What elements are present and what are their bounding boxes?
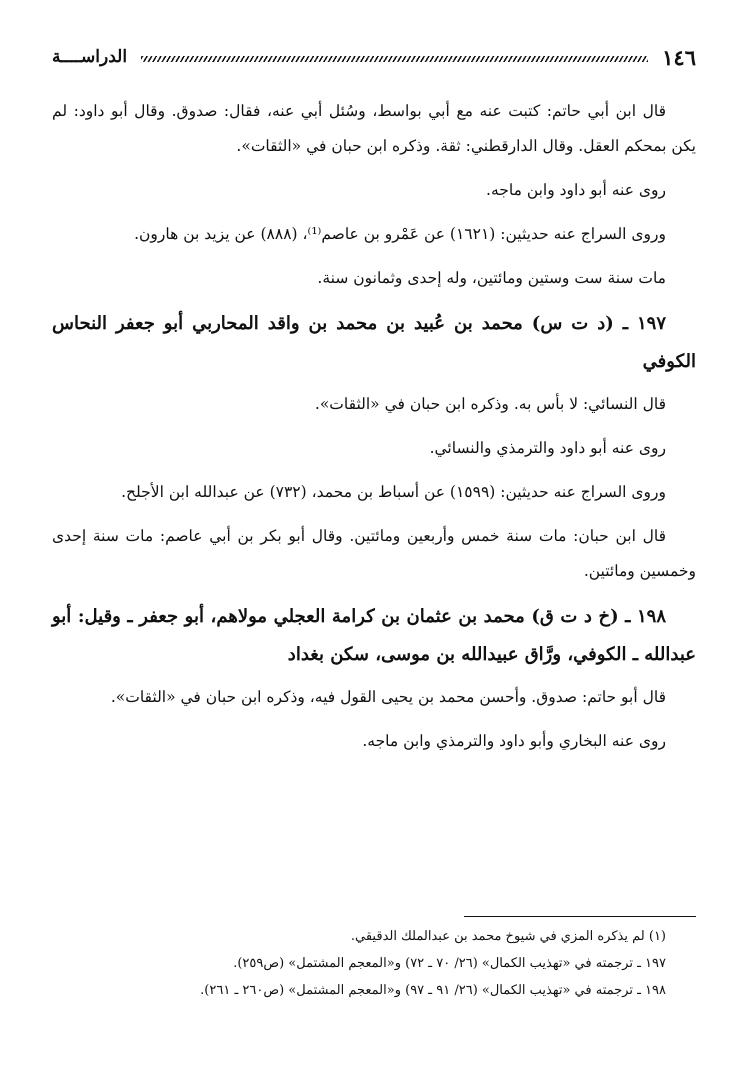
footnote-1: (١) لم يذكره المزي في شيوخ محمد بن عبدالملك الدقيقي. [350, 929, 666, 944]
footnote-197: ١٩٧ ـ ترجمته في «تهذيب الكمال» (٢٦/ ٧٠ ـ ٧٢) و«المعجم المشتمل» (ص٢٥٩). [233, 956, 666, 971]
main-text [52, 94, 696, 768]
paragraph-9: قال ابن حبان: مات سنة خمس وأربعين ومائتين. وقال أبو بكر بن أبي عاصم: مات سنة إحدى وخمسين ومائتين. [52, 527, 696, 580]
header-rule [141, 56, 648, 62]
entry-title-198: ١٩٨ ـ (خ د ت ق) محمد بن عثمان بن كرامة العجلي مولاهم، أبو جعفر ـ وقيل: أبو عبدالله ـ الكوفي، ورَّاق عبيدالله بن موسى، سكن بغداد [52, 606, 696, 665]
footnote-rule [464, 916, 696, 917]
paragraph-2: روى عنه أبو داود وابن ماجه. [486, 181, 666, 199]
footnote-198: ١٩٨ ـ ترجمته في «تهذيب الكمال» (٢٦/ ٩١ ـ ٩٧) و«المعجم المشتمل» (ص٢٦٠ ـ ٢٦١). [200, 983, 666, 998]
paragraph-7: روى عنه أبو داود والترمذي والنسائي. [429, 439, 666, 457]
paragraph-6: قال النسائي: لا بأس به. وذكره ابن حبان في «الثقات». [314, 395, 666, 413]
paragraph-3: وروى السراج عنه حديثين: (١٦٢١) عن عَمْرو بن عاصم⁽¹⁾، (٨٨٨) عن يزيد بن هارون. [134, 225, 666, 243]
running-title: الدراســــة [52, 47, 128, 67]
paragraph-12: روى عنه البخاري وأبو داود والترمذي وابن ماجه. [362, 732, 666, 750]
paragraph-1: قال ابن أبي حاتم: كتبت عنه مع أبي بواسط، وسُئل أبي عنه، فقال: صدوق. وقال أبو داود: لم يكن بمحكم العقل. وقال الدارقطني: ثقة. وذكره ابن حبان في «الثقات». [52, 102, 696, 155]
paragraph-4: مات سنة ست وستين ومائتين، وله إحدى وثمانون سنة. [317, 269, 666, 287]
footnotes [52, 916, 696, 1004]
page-number: ١٤٦ [662, 44, 696, 70]
paragraph-11: قال أبو حاتم: صدوق. وأحسن محمد بن يحيى القول فيه، وذكره ابن حبان في «الثقات». [110, 688, 666, 706]
entry-title-197: ١٩٧ ـ (د ت س) محمد بن عُبيد بن محمد بن واقد المحاربي أبو جعفر النحاس الكوفي [52, 313, 696, 372]
page-header [52, 40, 696, 74]
paragraph-8: وروى السراج عنه حديثين: (١٥٩٩) عن أسباط بن محمد، (٧٣٢) عن عبدالله ابن الأجلح. [121, 483, 666, 501]
